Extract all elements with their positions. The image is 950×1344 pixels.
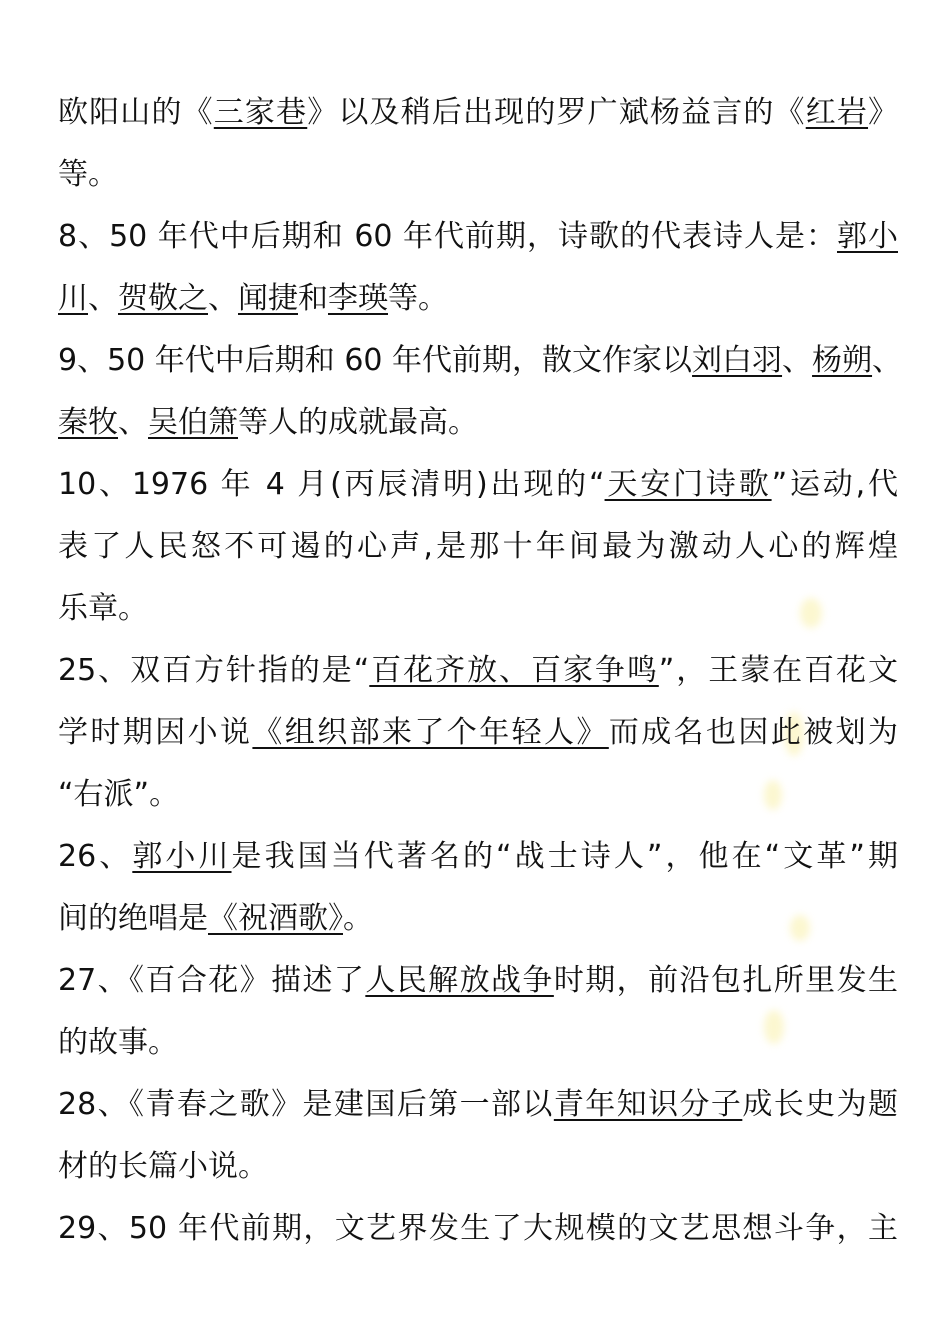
text-segment: 材的长篇小说。 [58, 1149, 268, 1184]
text-segment: 10、1976 年 4 月(丙辰清明)出现的“ [58, 467, 605, 502]
text-segment: 欧阳山的《 [58, 95, 214, 130]
text-segment: 而成名也因此被划为 [608, 715, 899, 750]
text-line [58, 516, 898, 578]
text-line [58, 454, 898, 516]
text-segment: 和 [298, 281, 328, 316]
text-segment: 25、双百方针指的是“ [58, 653, 370, 688]
text-segment: 9、50 年代中后期和 60 年代前期，散文作家以 [58, 343, 693, 378]
text-segment: “右派”。 [58, 777, 180, 812]
text-segment: ”，王蒙在百花文 [658, 653, 898, 688]
text-segment: 等人的成就最高。 [238, 405, 478, 440]
underlined-answer: 天安门诗歌 [604, 467, 772, 502]
underlined-answer: 刘白羽 [692, 343, 783, 378]
underlined-answer: 《祝酒歌》 [208, 901, 343, 936]
text-segment: 、 [208, 281, 238, 316]
underlined-answer: 吴伯箫 [148, 405, 238, 440]
text-line [58, 144, 898, 206]
text-segment: 、 [118, 405, 148, 440]
text-segment: 》 [868, 95, 899, 130]
text-line [58, 392, 898, 454]
underlined-answer: 青年知识分子 [553, 1087, 743, 1122]
text-segment: 的故事。 [58, 1025, 178, 1060]
text-line [58, 1198, 898, 1260]
text-line [58, 950, 898, 1012]
text-segment: 、 [782, 343, 813, 378]
text-line [58, 1012, 898, 1074]
text-line [58, 578, 898, 640]
text-segment: 、 [88, 281, 118, 316]
text-segment: 成长史为题 [742, 1087, 898, 1122]
text-segment: 26、 [58, 839, 133, 874]
underlined-answer: 人民解放战争 [365, 963, 554, 998]
underlined-answer: 川 [58, 281, 88, 316]
underlined-answer: 百花齐放、百家争鸣 [369, 653, 659, 688]
underlined-answer: 秦牧 [58, 405, 118, 440]
text-line [58, 888, 898, 950]
text-line [58, 826, 898, 888]
text-line [58, 330, 903, 392]
text-segment: 表了人民怒不可遏的心声,是那十年间最为激动人心的辉煌 [58, 529, 898, 564]
text-line [58, 82, 898, 144]
underlined-answer: 李瑛 [328, 281, 388, 316]
text-segment: ”运动,代 [771, 467, 899, 502]
text-segment: 等。 [388, 281, 448, 316]
text-line [58, 206, 898, 268]
text-segment: 》以及稍后出现的罗广斌杨益言的《 [307, 95, 806, 130]
text-line [58, 702, 898, 764]
text-segment: 等。 [58, 157, 118, 192]
text-line [58, 764, 898, 826]
underlined-answer: 《组织部来了个年轻人》 [252, 715, 609, 750]
text-segment: 、 [872, 343, 903, 378]
text-segment: 时期，前沿包扎所里发生 [553, 963, 899, 998]
underlined-answer: 三家巷 [213, 95, 308, 130]
text-segment: 乐章。 [58, 591, 148, 626]
text-segment: 是我国当代著名的“战士诗人”，他在“文革”期 [231, 839, 899, 874]
text-line [58, 640, 898, 702]
text-segment: 学时期因小说 [58, 715, 253, 750]
underlined-answer: 贺敬之 [118, 281, 208, 316]
text-segment: 27、《百合花》描述了 [58, 963, 366, 998]
text-segment: 。 [343, 901, 373, 936]
underlined-answer: 闻捷 [238, 281, 298, 316]
text-line [58, 268, 898, 330]
text-segment: 8、50 年代中后期和 60 年代前期，诗歌的代表诗人是： [58, 219, 837, 254]
underlined-answer: 杨朔 [812, 343, 873, 378]
text-segment: 间的绝唱是 [58, 901, 208, 936]
underlined-answer: 郭小 [837, 219, 898, 254]
underlined-answer: 红岩 [805, 95, 869, 130]
text-line [58, 1074, 898, 1136]
underlined-answer: 郭小川 [132, 839, 232, 874]
text-segment: 29、50 年代前期，文艺界发生了大规模的文艺思想斗争，主 [58, 1211, 898, 1246]
text-line [58, 1136, 898, 1198]
text-segment: 28、《青春之歌》是建国后第一部以 [58, 1087, 554, 1122]
